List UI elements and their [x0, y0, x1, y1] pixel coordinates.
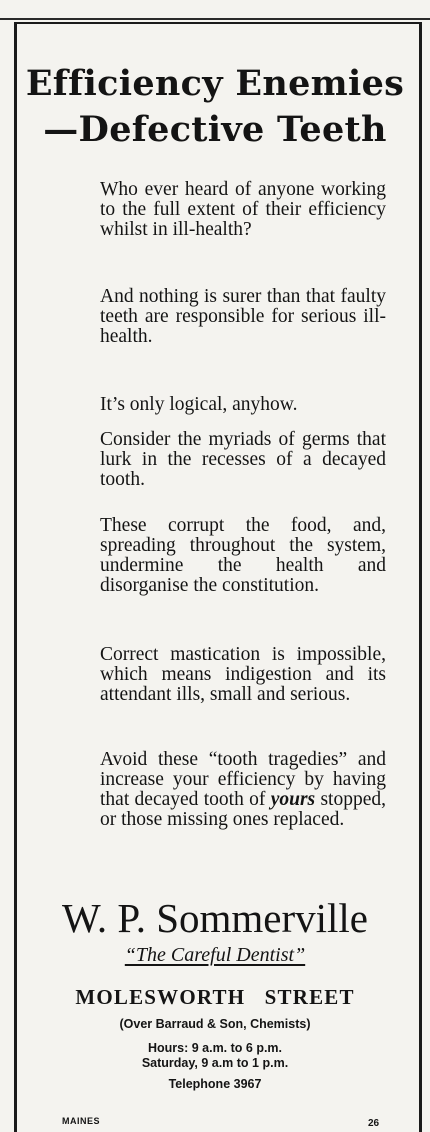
advertiser-telephone: Telephone 3967	[168, 1077, 262, 1091]
advertiser-name: W. P. Sommerville	[62, 895, 368, 941]
advertiser-hours: Hours: 9 a.m. to 6 p.m.	[147, 1041, 283, 1055]
advertiser-tagline: “The Careful Dentist”	[124, 944, 306, 966]
page-number: 26	[368, 1118, 380, 1129]
top-rule	[0, 18, 430, 20]
advertiser-street: MOLESWORTH STREET	[75, 985, 355, 1009]
headline-line-1: Efficiency Enemies	[25, 63, 405, 104]
paragraph-7-text: Avoid these “tooth tragedies” and increase your efficiency by having that decayed tooth of	[100, 749, 386, 810]
paragraph-7	[100, 750, 386, 830]
paragraph-6: Correct mastication is impossible, which means indigestion and its attendant ills, small and serious.	[100, 644, 386, 705]
footer-imprint: MAINES	[62, 1116, 101, 1126]
paragraph-5: These corrupt the food, and, spreading throughout the system, undermine the health and disorganise the constitution.	[100, 515, 386, 596]
paragraph-7-end: stopped, or those missing ones replaced.	[100, 789, 386, 830]
paragraph-2: And nothing is surer than that faulty teeth are responsible for serious ill-health.	[100, 286, 386, 347]
paragraph-3: It’s only logical, anyhow.	[100, 394, 298, 415]
advertiser-location: (Over Barraud & Son, Chemists)	[119, 1017, 311, 1031]
paragraph-4: Consider the myriads of germs that lurk in the recesses of a decayed tooth.	[100, 429, 386, 490]
paragraph-1: Who ever heard of anyone working to the full extent of their efficiency whilst in ill-health?	[100, 179, 386, 240]
headline-line-2: —Defective Teeth	[43, 109, 387, 150]
advertiser-saturday-hours: Saturday, 9 a.m to 1 p.m.	[141, 1056, 289, 1070]
paragraph-7-emphasis: yours	[270, 789, 316, 810]
